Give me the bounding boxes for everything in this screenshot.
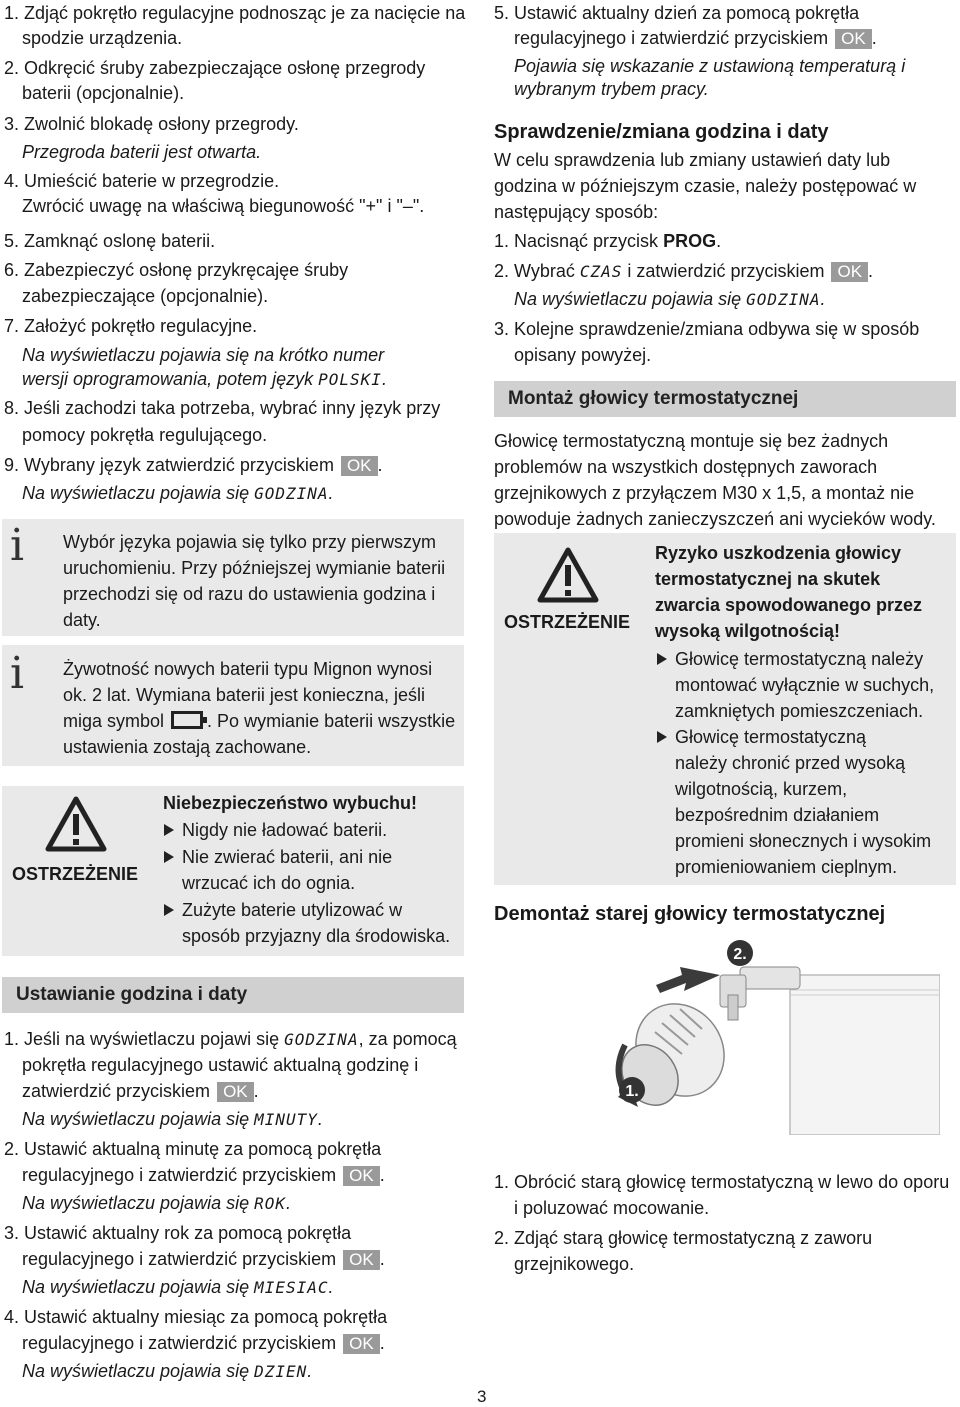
info1-line3: przechodzi się od razu do ustawienia godzina i [63,584,436,604]
step-5: 5. Zamknąć oslonę baterii. [4,231,216,251]
time-step-2-cont: regulacyjnego i zatwierdzić przyciskiem OK . [22,1165,385,1185]
warning-icon [537,547,599,603]
step-1-cont: spodzie urządzenia. [22,28,183,48]
step-7-result: Na wyświetlaczu pojawia się na krótko numer [22,345,385,365]
ok-button-glyph: OK [343,1334,380,1354]
warning-b1-2: montować wyłącznie w suchych, [675,675,935,695]
demontaz-step-2-cont: grzejnikowego. [514,1254,635,1274]
step-2: 2. Odkręcić śruby zabezpieczające osłonę przegrody [4,58,426,78]
ok-button-glyph: OK [831,262,868,282]
warning-b2-1: Głowicę termostatyczną [675,727,867,747]
ok-button-glyph: OK [341,456,378,476]
check-step-3-cont: opisany powyżej. [514,345,652,365]
ok-button-glyph: OK [835,29,872,49]
display-czas: CZAS [579,262,623,281]
figure-label-2: 2. [733,946,747,963]
bullet-icon [164,824,174,836]
warning-b2-5: promieni słonecznych i wysokim [675,831,932,851]
step-6-cont: zabezpieczające (opcjonalnie). [22,286,269,306]
time-step-1: 1. Jeśli na wyświetlaczu pojawi się GODZINA, za pomocą [4,1029,457,1049]
check-body-1: W celu sprawdzenia lub zmiany ustawień daty lub [494,150,891,170]
time-step-3: 3. Ustawić aktualny rok za pomocą pokrętła [4,1223,352,1243]
demontaz-step-2: 2. Zdjąć starą głowicę termostatyczną z zaworu [494,1228,873,1248]
time-step-2: 2. Ustawić aktualną minutę za pomocą pokrętła [4,1139,382,1159]
display-godzina: GODZINA [746,290,821,309]
time-step-4: 4. Ustawić aktualny miesiąc za pomocą pokrętła [4,1307,388,1327]
display-godzina: GODZINA [284,1030,359,1049]
ok-button-glyph: OK [343,1250,380,1270]
warning-title-2: termostatycznej na skutek [655,569,881,589]
mount-body-1: Głowicę termostatyczną montuje się bez żadnych [494,431,889,451]
warning-b1-1: Głowicę termostatyczną należy [675,649,924,669]
warning-item-2: Nie zwierać baterii, ani nie [182,847,393,867]
bullet-icon [657,731,667,743]
warning-b2-6: promieniowaniem cieplnym. [675,857,898,877]
check-body-3: następujący sposób: [494,202,659,222]
check-step-2: 2. Wybrać CZAS i zatwierdzić przyciskiem OK . [494,261,874,281]
warning-b2-3: wilgotnością, kurzem, [675,779,848,799]
info2-line3: miga symbol . Po wymianie baterii wszystkie [63,711,456,731]
warning-title-1: Ryzyko uszkodzenia głowicy [655,543,902,563]
figure-label-1: 1. [625,1083,639,1100]
step-3: 3. Zwolnić blokadę osłony przegrody. [4,114,299,134]
display-dzien: DZIEN [254,1362,308,1381]
warning-label: OSTRZEŻENIE [504,612,631,632]
info2-line2: ok. 2 lat. Wymiana baterii jest konieczna, jeśli [63,685,425,705]
check-step-2-result: Na wyświetlaczu pojawia się GODZINA. [514,289,826,309]
bullet-icon [657,653,667,665]
info2-line1: Żywotność nowych baterii typu Mignon wynosi [63,659,433,679]
display-rok: ROK [254,1194,287,1213]
mount-body-4: powoduje żadnych zanieczyszczeń ani wycieków wody. [494,509,936,529]
removal-illustration [600,935,940,1135]
step-5-result-2: wybranym trybem pracy. [514,79,709,99]
battery-icon [171,711,203,729]
warning-label: OSTRZEŻENIE [12,864,139,884]
mount-body-3: grzejnikowych z przyłączem M30 x 1,5, a montaż nie [494,483,915,503]
display-godzina: GODZINA [254,484,329,503]
check-body-2: godzina w późniejszym czasie, należy postępować w [494,176,917,196]
display-polski: POLSKI [318,370,382,389]
step-7-result-2: wersji oprogramowania, potem język POLSKI. [22,369,387,389]
display-minuty: MINUTY [254,1110,318,1129]
time-step-4-result: Na wyświetlaczu pojawia się DZIEN. [22,1361,313,1381]
time-step-3-cont: regulacyjnego i zatwierdzić przyciskiem OK . [22,1249,385,1269]
time-step-1-cont: pokrętła regulacyjnego ustawić aktualną godzinę i [22,1055,419,1075]
bullet-icon [164,904,174,916]
display-miesiac: MIESIAC [254,1278,329,1297]
warning-item-3-cont: sposób przyjazny dla środowiska. [182,926,451,946]
demontaz-title: Demontaż starej głowicy termostatycznej [494,903,886,925]
demontaz-step-1: 1. Obrócić starą głowicę termostatyczną w lewo do oporu [494,1172,950,1192]
check-step-3: 3. Kolejne sprawdzenie/zmiana odbywa się w sposób [494,319,920,339]
check-title: Sprawdzenie/zmiana godzina i daty [494,121,829,143]
time-step-2-result: Na wyświetlaczu pojawia się ROK. [22,1193,292,1213]
info2-line4: ustawienia zostają zachowane. [63,737,312,757]
step-1: 1. Zdjąć pokrętło regulacyjne podnosząc je za nacięcie na [4,3,466,23]
bullet-icon [164,851,174,863]
step-9-result: Na wyświetlaczu pojawia się GODZINA. [22,483,334,503]
time-step-3-result: Na wyświetlaczu pojawia się MIESIAC. [22,1277,334,1297]
step-6: 6. Zabezpieczyć osłonę przykręcajęe śruby [4,260,349,280]
time-step-4-cont: regulacyjnego i zatwierdzić przyciskiem OK . [22,1333,385,1353]
step-8-cont: pomocy pokrętła regulującego. [22,425,268,445]
demontaz-step-1-cont: i poluzować mocowanie. [514,1198,710,1218]
warning-title-3: zwarcia spowodowanego przez [655,595,923,615]
step-4-cont: Zwrócić uwagę na właściwą biegunowość "+" i "–". [22,196,425,216]
warning-item-1: Nigdy nie ładować baterii. [182,820,388,840]
step-9: 9. Wybrany język zatwierdzić przyciskiem OK . [4,455,383,475]
step-5-day: 5. Ustawić aktualny dzień za pomocą pokrętła [494,3,860,23]
section-heading-time: Ustawianie godzina i daty [2,977,464,1013]
time-step-1-result: Na wyświetlaczu pojawia się MINUTY. [22,1109,323,1129]
warning-b1-3: zamkniętych pomieszczeniach. [675,701,924,721]
step-5-day-cont: regulacyjnego i zatwierdzić przyciskiem OK . [514,28,877,48]
step-7: 7. Założyć pokrętło regulacyjne. [4,316,258,336]
check-step-1: 1. Nacisnąć przycisk PROG. [494,231,722,251]
ok-button-glyph: OK [343,1166,380,1186]
warning-item-2-cont: wrzucać ich do ognia. [182,873,356,893]
info1-line1: Wybór języka pojawia się tylko przy pierwszym [63,532,436,552]
warning-icon [45,796,107,852]
warning-title: Niebezpieczeństwo wybuchu! [163,793,418,813]
info-icon: i [10,520,25,571]
step-8: 8. Jeśli zachodzi taka potrzeba, wybrać inny język przy [4,398,441,418]
warning-b2-4: bezpośrednim działaniem [675,805,880,825]
warning-item-3: Zużyte baterie utylizować w [182,900,403,920]
step-3-result: Przegroda baterii jest otwarta. [22,142,262,162]
ok-button-glyph: OK [217,1082,254,1102]
time-step-1-cont2: zatwierdzić przyciskiem OK . [22,1081,259,1101]
warning-b2-2: należy chronić przed wysoką [675,753,906,773]
info1-line2: uruchomieniu. Przy późniejszej wymianie baterii [63,558,446,578]
step-4: 4. Umieścić baterie w przegrodzie. [4,171,280,191]
warning-title-4: wysoką wilgotnością! [655,621,841,641]
page-number: 3 [477,1387,487,1406]
mount-body-2: problemów na wszystkich dostępnych zaworach [494,457,878,477]
section-heading-mount: Montaż głowicy termostatycznej [494,381,956,417]
step-5-result: Pojawia się wskazanie z ustawioną temperaturą i [514,56,906,76]
info1-line4: daty. [63,610,101,630]
info-icon: i [10,648,25,699]
step-2-cont: baterii (opcjonalnie). [22,83,185,103]
